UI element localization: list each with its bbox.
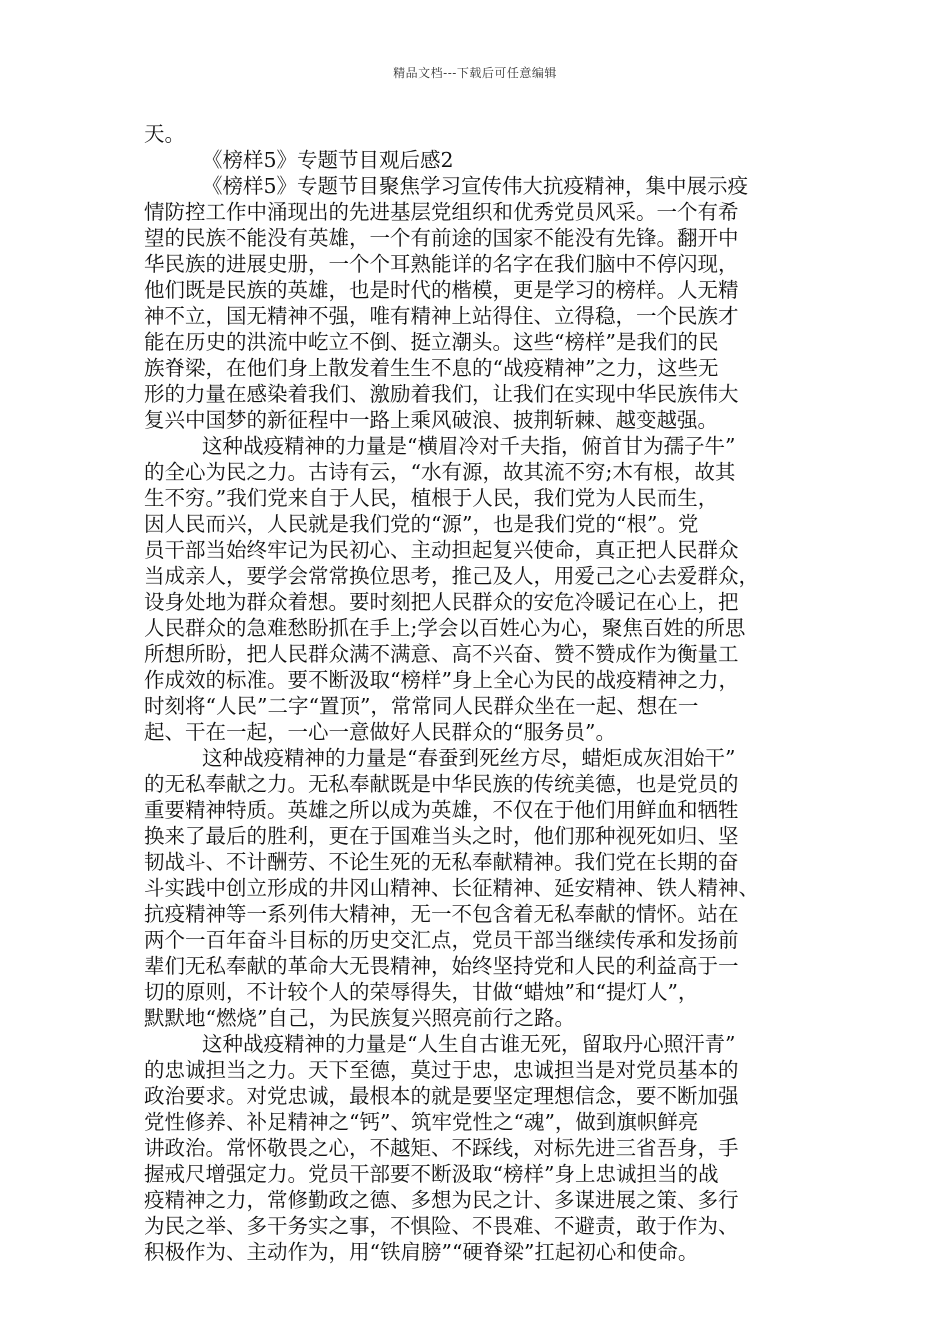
text-line: 党性修养、补足精神之“钙”、筑牢党性之“魂”，做到旗帜鲜亮 [144,1110,699,1134]
text-line: 天。 [144,122,185,146]
text-line: 起、干在一起，一心一意做好人民群众的“服务员”。 [144,720,616,744]
text-line: 默默地“燃烧”自己，为民族复兴照亮前行之路。 [144,1006,575,1030]
page-header: 精品文档---下载后可任意编辑 [393,66,557,80]
text-line: 这种战疫精神的力量是“横眉冷对千夫指，俯首甘为孺子牛” [202,434,736,458]
document-body [144,121,822,1265]
text-line: 时刻将“人民”二字“置顶”，常常同人民群众坐在一起、想在一 [144,694,699,718]
text-line: 换来了最后的胜利，更在于国难当头之时，他们那种视死如归、坚 [144,824,739,848]
text-line: 他们既是民族的英雄，也是时代的楷模，更是学习的榜样。人无精 [144,278,739,302]
text-line: 神不立，国无精神不强，唯有精神上站得住、立得稳，一个民族才 [144,304,739,328]
text-line: 《榜样5》专题节目聚焦学习宣传伟大抗疫精神，集中展示疫 [202,174,749,198]
text-line: 斗实践中创立形成的井冈山精神、长征精神、延安精神、铁人精神、 [144,876,759,900]
text-line: 情防控工作中涌现出的先进基层党组织和优秀党员风采。一个有希 [144,200,739,224]
text-line: 疫精神之力，常修勤政之德、多想为民之计、多谋进展之策、多行 [144,1188,739,1212]
text-line: 这种战疫精神的力量是“春蚕到死丝方尽，蜡炬成灰泪始干” [202,746,736,770]
text-line: 重要精神特质。英雄之所以成为英雄，不仅在于他们用鲜血和牺牲 [144,798,739,822]
text-line: 设身处地为群众着想。要时刻把人民群众的安危冷暖记在心上，把 [144,590,739,614]
text-line: 望的民族不能没有英雄，一个有前途的国家不能没有先锋。翻开中 [144,226,739,250]
text-line: 政治要求。对党忠诚，最根本的就是要坚定理想信念，要不断加强 [144,1084,739,1108]
text-line: 韧战斗、不计酬劳、不论生死的无私奉献精神。我们党在长期的奋 [144,850,739,874]
text-line: 切的原则，不计较个人的荣辱得失，甘做“蜡烛”和“提灯人”， [144,980,699,1004]
text-line: 能在历史的洪流中屹立不倒、挺立潮头。这些“榜样”是我们的民 [144,330,719,354]
text-line: 的无私奉献之力。无私奉献既是中华民族的传统美德，也是党员的 [144,772,739,796]
text-line: 抗疫精神等一系列伟大精神，无一不包含着无私奉献的情怀。站在 [144,902,739,926]
text-line: 作成效的标准。要不断汲取“榜样”身上全心为民的战疫精神之力， [144,668,739,692]
text-line: 讲政治。常怀敬畏之心，不越矩、不踩线，对标先进三省吾身，手 [144,1136,739,1160]
text-line: 生不穷。”我们党来自于人民，植根于人民，我们党为人民而生， [144,486,719,510]
text-line: 人民群众的急难愁盼抓在手上;学会以百姓心为心，聚焦百姓的所思 [144,616,746,640]
text-line: 握戒尺增强定力。党员干部要不断汲取“榜样”身上忠诚担当的战 [144,1162,719,1186]
text-line: 族脊梁，在他们身上散发着生生不息的“战疫精神”之力，这些无 [144,356,719,380]
text-line: 的全心为民之力。古诗有云，“水有源，故其流不穷;木有根，故其 [144,460,736,484]
text-line: 《榜样5》专题节目观后感2 [202,148,454,172]
text-line: 因人民而兴，人民就是我们党的“源”，也是我们党的“根”。党 [144,512,699,536]
text-line: 华民族的进展史册，一个个耳熟能详的名字在我们脑中不停闪现， [144,252,739,276]
text-line: 员干部当始终牢记为民初心、主动担起复兴使命，真正把人民群众 [144,538,739,562]
text-line: 这种战疫精神的力量是“人生自古谁无死，留取丹心照汗青” [202,1032,736,1056]
text-line: 所想所盼，把人民群众满不满意、高不兴奋、赞不赞成作为衡量工 [144,642,739,666]
text-line: 为民之举、多干务实之事，不惧险、不畏难、不避责，敢于作为、 [144,1214,739,1238]
text-line: 的忠诚担当之力。天下至德，莫过于忠，忠诚担当是对党员基本的 [144,1058,739,1082]
text-line: 两个一百年奋斗目标的历史交汇点，党员干部当继续传承和发扬前 [144,928,739,952]
text-line: 辈们无私奉献的革命大无畏精神，始终坚持党和人民的利益高于一 [144,954,739,978]
text-line: 当成亲人，要学会常常换位思考，推己及人，用爱己之心去爱群众， [144,564,759,588]
text-line: 积极作为、主动作为，用“铁肩膀”“硬脊梁”扛起初心和使命。 [144,1240,699,1264]
text-line: 形的力量在感染着我们、激励着我们，让我们在实现中华民族伟大 [144,382,739,406]
text-line: 复兴中国梦的新征程中一路上乘风破浪、披荆斩棘、越变越强。 [144,408,718,432]
